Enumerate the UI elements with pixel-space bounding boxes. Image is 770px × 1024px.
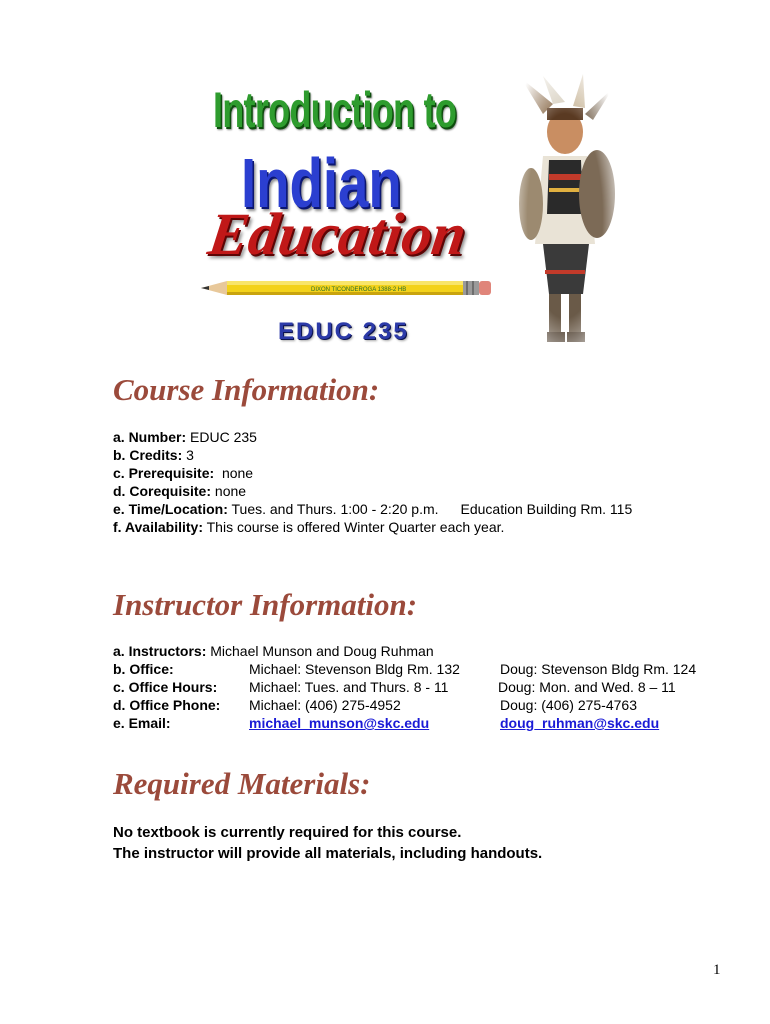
materials-line-2: The instructor will provide all materials, including handouts. bbox=[113, 845, 543, 862]
course-availability-row bbox=[113, 518, 632, 536]
email-row bbox=[113, 714, 660, 732]
office-doug: Doug: Stevenson Bldg Rm. 124 bbox=[500, 661, 697, 677]
michael-email-link[interactable]: michael_munson@skc.edu bbox=[249, 715, 430, 731]
course-location-value: Education Building Rm. 115 bbox=[460, 501, 633, 517]
course-information-list bbox=[113, 428, 632, 536]
office-hours-label: c. Office Hours: bbox=[113, 679, 218, 695]
office-phone-doug: Doug: (406) 275-4763 bbox=[500, 697, 637, 713]
course-corequisite-row bbox=[113, 482, 632, 500]
course-number-value: EDUC 235 bbox=[190, 429, 257, 445]
course-information-heading: Course Information: bbox=[113, 372, 380, 407]
course-availability-value: This course is offered Winter Quarter each year. bbox=[206, 519, 505, 535]
instructors-label: a. Instructors: bbox=[113, 643, 207, 659]
course-banner bbox=[195, 72, 615, 362]
instructors-row bbox=[113, 642, 434, 660]
office-hours-row bbox=[113, 678, 676, 696]
email-label: e. Email: bbox=[113, 715, 171, 731]
instructor-information-heading: Instructor Information: bbox=[113, 587, 418, 622]
course-prerequisite-label: c. Prerequisite: bbox=[113, 465, 215, 481]
course-corequisite-label: d. Corequisite: bbox=[113, 483, 212, 499]
course-credits-row bbox=[113, 446, 632, 464]
required-materials-heading: Required Materials: bbox=[113, 766, 371, 801]
banner-title-line3: Education bbox=[204, 201, 471, 267]
course-number-row bbox=[113, 428, 632, 446]
office-phone-row bbox=[113, 696, 637, 714]
course-corequisite-value: none bbox=[214, 483, 247, 499]
pencil-illustration bbox=[201, 277, 493, 299]
course-prerequisite-row bbox=[113, 464, 632, 482]
office-phone-michael: Michael: (406) 275-4952 bbox=[249, 697, 401, 713]
child-regalia-photo bbox=[513, 74, 617, 358]
office-hours-michael: Michael: Tues. and Thurs. 8 - 11 bbox=[249, 679, 449, 695]
course-time-location-row bbox=[113, 500, 632, 518]
office-phone-label: d. Office Phone: bbox=[113, 697, 221, 713]
course-time-location-label: e. Time/Location: bbox=[113, 501, 228, 517]
banner-title-line1: Introduction to bbox=[213, 82, 457, 138]
office-michael: Michael: Stevenson Bldg Rm. 132 bbox=[249, 661, 460, 677]
office-hours-doug: Doug: Mon. and Wed. 8 – 11 bbox=[498, 679, 676, 695]
banner-title-line2: Indian bbox=[241, 144, 402, 222]
course-time-value: Tues. and Thurs. 1:00 - 2:20 p.m. bbox=[231, 501, 439, 517]
banner-course-code: EDUC 235 bbox=[278, 318, 409, 345]
required-materials-text bbox=[113, 822, 542, 864]
instructor-information-list bbox=[113, 642, 697, 732]
office-row bbox=[113, 660, 697, 678]
course-credits-value: 3 bbox=[186, 447, 194, 463]
course-prerequisite-value: none bbox=[221, 465, 254, 481]
doug-email-link[interactable]: doug_ruhman@skc.edu bbox=[500, 715, 660, 731]
instructors-value: Michael Munson and Doug Ruhman bbox=[210, 643, 434, 659]
materials-line-1: No textbook is currently required for this course. bbox=[113, 824, 462, 841]
pencil-brand-text: DIXON TICONDEROGA 1388-2 HB bbox=[311, 287, 407, 293]
course-credits-label: b. Credits: bbox=[113, 447, 183, 463]
course-availability-label: f. Availability: bbox=[113, 519, 203, 535]
office-label: b. Office: bbox=[113, 661, 174, 677]
course-number-label: a. Number: bbox=[113, 429, 187, 445]
page-number: 1 bbox=[713, 962, 721, 978]
